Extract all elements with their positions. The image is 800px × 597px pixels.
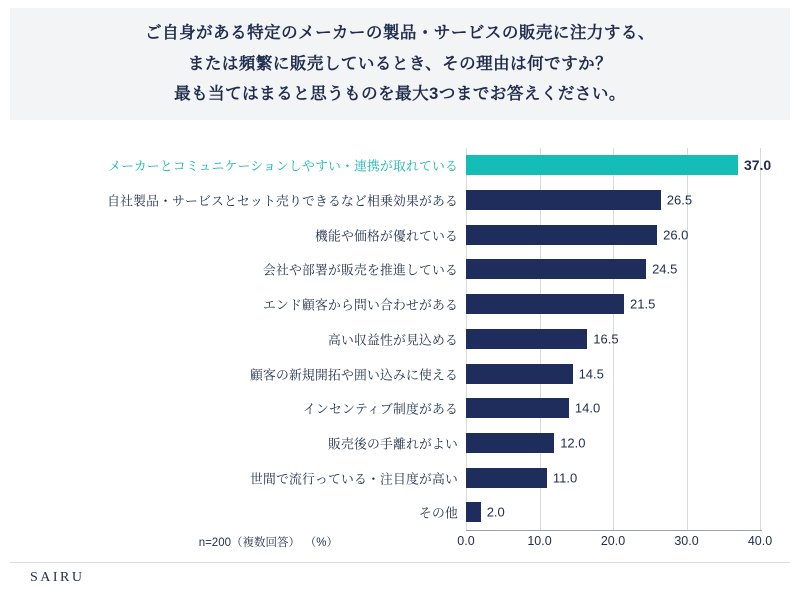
- bar: [466, 468, 547, 488]
- unit-note: （%）: [304, 537, 338, 549]
- bar-value-label: 2.0: [486, 504, 505, 520]
- bar-value-label: 14.5: [578, 366, 604, 382]
- bar-value-label: 21.5: [630, 296, 656, 312]
- bar-category-label: 高い収益性が見込める: [328, 332, 458, 348]
- bar-value-label: 11.0: [552, 470, 578, 486]
- header-line-3: 最も当てはまると思うものを最大3つまでお答えください。: [174, 85, 626, 104]
- sample-size-note: n=200（複数回答）: [198, 537, 300, 549]
- bar: [466, 155, 738, 175]
- bar-row: [0, 356, 800, 391]
- bar-row: [0, 183, 800, 218]
- bar-category-label: エンド顧客から問い合わせがある: [263, 297, 458, 313]
- bar-value-label: 26.0: [663, 227, 689, 243]
- logo: SAIRU: [30, 570, 85, 585]
- bar-row: [0, 148, 800, 183]
- bar-category-label: 顧客の新規開拓や囲い込みに使える: [250, 367, 458, 383]
- bar-chart: [0, 130, 800, 560]
- bar: [466, 502, 481, 522]
- bar-category-label: 販売後の手離れがよい: [328, 436, 458, 452]
- header-line-1: ご自身がある特定のメーカーの製品・サービスの販売に注力する、: [145, 24, 655, 43]
- bar-category-label: 世間で流行っている・注目度が高い: [250, 471, 458, 487]
- bar: [466, 294, 624, 314]
- bar-value-label: 37.0: [743, 157, 772, 174]
- slide-header: [10, 8, 790, 120]
- bar-row: [0, 460, 800, 495]
- bar: [466, 364, 573, 384]
- bar-rows: [0, 130, 800, 530]
- header-line-2: または頻繁に販売しているとき、その理由は何ですか？: [187, 54, 613, 73]
- bar: [466, 259, 646, 279]
- bar-category-label: メーカーとコミュニケーションしやすい・連携が取れている: [108, 158, 458, 174]
- bar-row: [0, 391, 800, 426]
- bar-row: [0, 426, 800, 461]
- bar-category-label: 機能や価格が優れている: [315, 228, 458, 244]
- bar-value-label: 12.0: [560, 435, 586, 451]
- bar-row: [0, 252, 800, 287]
- bar-category-label: インセンティブ制度がある: [303, 401, 458, 417]
- bar: [466, 190, 661, 210]
- x-tick-label: 40.0: [747, 534, 773, 548]
- bar-row: [0, 287, 800, 322]
- bar-category-label: その他: [419, 505, 458, 521]
- x-tick-label: 30.0: [674, 534, 699, 548]
- bar-row: [0, 217, 800, 252]
- bar-category-label: 会社や部署が販売を推進している: [263, 262, 458, 278]
- bar-row: [0, 495, 800, 530]
- bar-row: [0, 322, 800, 357]
- bar-category-label: 自社製品・サービスとセット売りできるなど相乗効果がある: [107, 193, 458, 209]
- bar: [466, 329, 587, 349]
- x-tick-label: 20.0: [600, 534, 626, 548]
- bar: [466, 398, 569, 418]
- bar-value-label: 14.0: [574, 400, 601, 416]
- bar: [466, 433, 554, 453]
- x-tick-label: 0.0: [457, 534, 475, 548]
- footer-divider: [10, 562, 790, 563]
- x-axis-ticks: [457, 534, 796, 554]
- x-tick-label: 10.0: [527, 534, 552, 548]
- x-axis-line: [466, 530, 762, 531]
- bar-value-label: 16.5: [593, 331, 619, 347]
- bar-value-label: 24.5: [652, 261, 678, 277]
- bar-value-label: 26.5: [666, 192, 693, 208]
- bar: [466, 225, 657, 245]
